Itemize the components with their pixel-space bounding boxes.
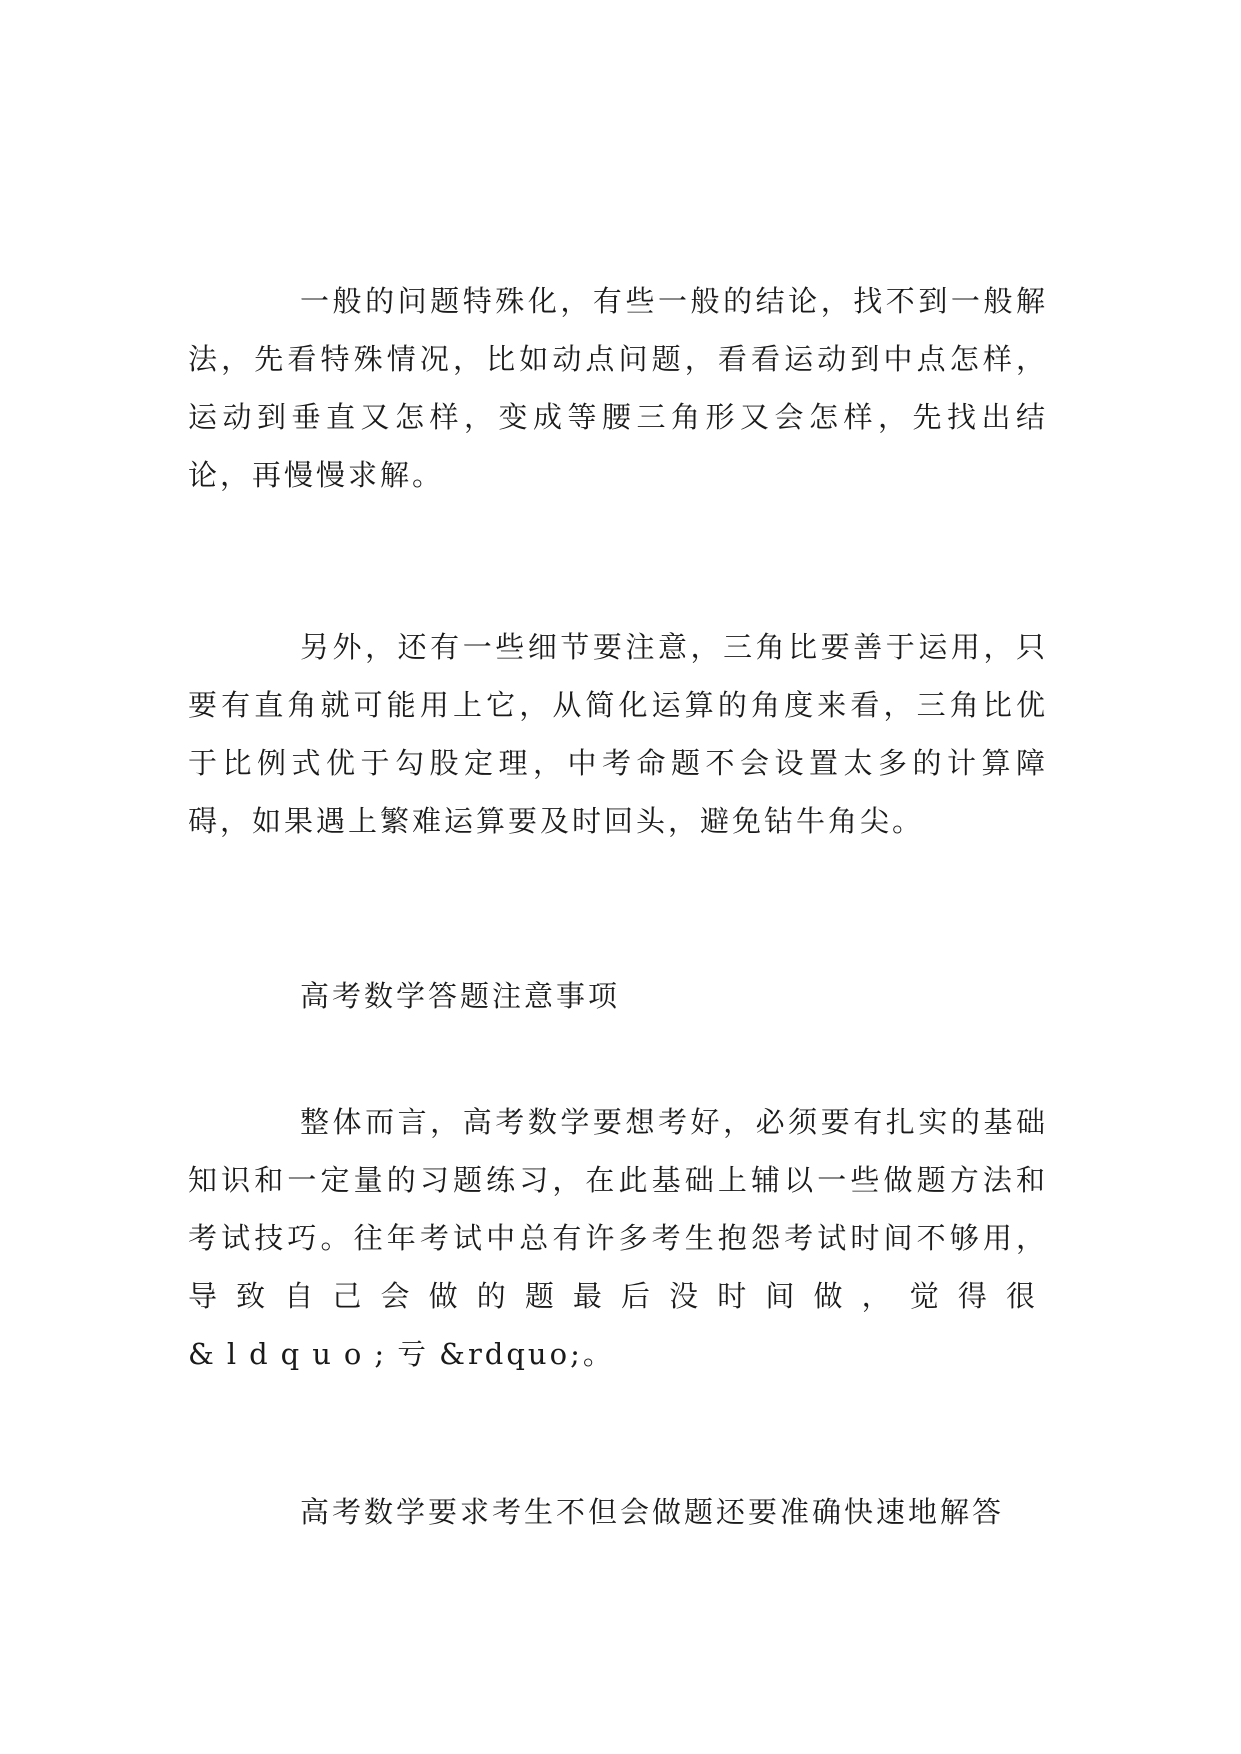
paragraph-exam-overview-part-b: 导致自己会做的题最后没时间做，觉得很&ldquo;亏 bbox=[188, 1279, 1048, 1371]
paragraph-trig-ratio-tips: 另外，还有一些细节要注意，三角比要善于运用，只要有直角就可能用上它，从简化运算的角度来看，三角比优于比例式优于勾股定理，中考命题不会设置太多的计算障碍，如果遇上繁难运算要及时回头，避免钻牛角尖。 bbox=[188, 630, 1048, 838]
paragraph-exam-overview-part-c: &rdquo;。 bbox=[439, 1337, 615, 1371]
section-heading: 高考数学答题注意事项 bbox=[300, 979, 621, 1013]
paragraph-special-cases: 一般的问题特殊化，有些一般的结论，找不到一般解法，先看特殊情况，比如动点问题，看看运动到中点怎样，运动到垂直又怎样，变成等腰三角形又会怎样，先找出结论，再慢慢求解。 bbox=[188, 284, 1048, 492]
paragraph-speed-accuracy: 高考数学要求考生不但会做题还要准确快速地解答 bbox=[300, 1495, 1005, 1529]
paragraph-exam-overview bbox=[188, 1093, 1048, 1383]
paragraph-exam-overview-part-a: 整体而言，高考数学要想考好，必须要有扎实的基础知识和一定量的习题练习，在此基础上辅以一些做题方法和考试技巧。往年考试中总有许多考生抱怨考试时间不够用， bbox=[188, 1105, 1048, 1255]
